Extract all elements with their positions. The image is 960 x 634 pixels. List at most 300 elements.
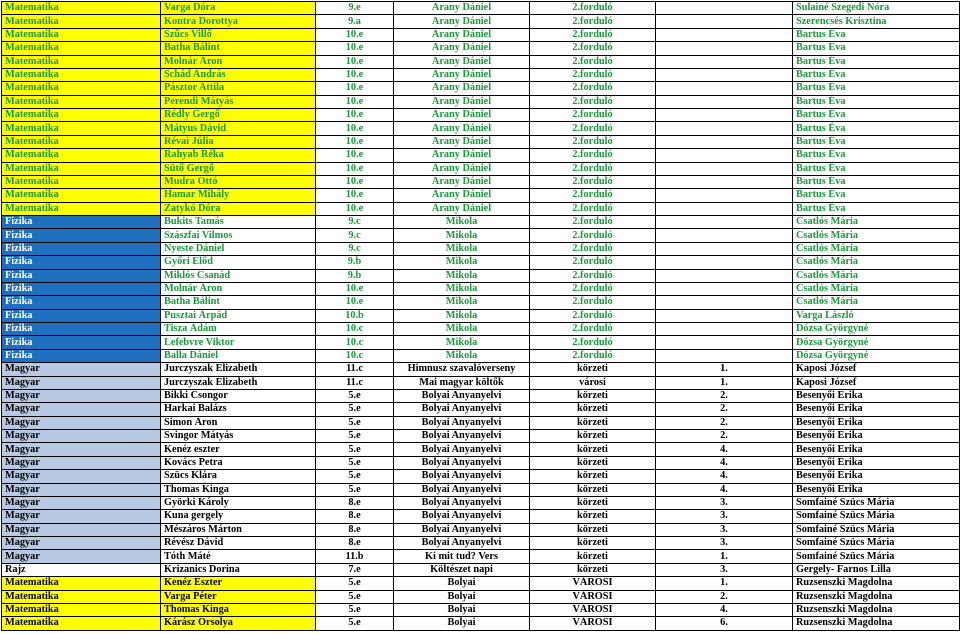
subject-cell: Fizika: [2, 309, 161, 322]
table-row: [2, 443, 960, 456]
competition-cell: Arany Dániel: [394, 109, 530, 122]
subject-cell: Matematika: [2, 95, 161, 108]
student-name-cell: Révai Júlia: [161, 135, 316, 148]
competition-cell: Bolyai Anyanyelvi: [394, 470, 530, 483]
class-cell: 10.e: [316, 42, 394, 55]
student-name-cell: Tisza Ádám: [161, 323, 316, 336]
student-name-cell: Mudra Ottó: [161, 175, 316, 188]
place-cell: 2.: [656, 416, 793, 429]
level-cell: 2.forduló: [530, 42, 656, 55]
place-cell: [656, 256, 793, 269]
place-cell: [656, 216, 793, 229]
student-name-cell: Jurczyszak Elizabeth: [161, 376, 316, 389]
student-name-cell: Batha Bálint: [161, 42, 316, 55]
table-row: [2, 563, 960, 576]
class-cell: 9.b: [316, 269, 394, 282]
competition-cell: Bolyai: [394, 617, 530, 630]
competition-cell: Bolyai: [394, 590, 530, 603]
competition-cell: Mikola: [394, 296, 530, 309]
class-cell: 5.e: [316, 470, 394, 483]
mentor-cell: Csatlós Mária: [793, 229, 960, 242]
student-name-cell: Batha Bálint: [161, 296, 316, 309]
place-cell: [656, 95, 793, 108]
mentor-cell: Besenyői Erika: [793, 470, 960, 483]
table-row: [2, 15, 960, 28]
mentor-cell: Bartus Éva: [793, 162, 960, 175]
competition-cell: Mikola: [394, 323, 530, 336]
subject-cell: Fizika: [2, 336, 161, 349]
level-cell: körzeti: [530, 443, 656, 456]
mentor-cell: Csatlós Mária: [793, 256, 960, 269]
competition-cell: Arany Dániel: [394, 202, 530, 215]
student-name-cell: Bukits Tamás: [161, 216, 316, 229]
mentor-cell: Bartus Éva: [793, 122, 960, 135]
class-cell: 7.e: [316, 563, 394, 576]
table-row: [2, 68, 960, 81]
competition-cell: Himnusz szavalóverseny: [394, 363, 530, 376]
level-cell: VÁROSI: [530, 590, 656, 603]
place-cell: 3.: [656, 523, 793, 536]
class-cell: 11.b: [316, 550, 394, 563]
subject-cell: Fizika: [2, 296, 161, 309]
mentor-cell: Besenyői Erika: [793, 443, 960, 456]
subject-cell: Matematika: [2, 189, 161, 202]
mentor-cell: Somfainé Szücs Mária: [793, 537, 960, 550]
class-cell: 5.e: [316, 416, 394, 429]
level-cell: körzeti: [530, 563, 656, 576]
student-name-cell: Svingor Mátyás: [161, 430, 316, 443]
competition-cell: Bolyai: [394, 603, 530, 616]
place-cell: [656, 282, 793, 295]
competition-cell: Bolyai Anyanyelvi: [394, 523, 530, 536]
competition-cell: Bolyai Anyanyelvi: [394, 389, 530, 402]
mentor-cell: Bartus Éva: [793, 82, 960, 95]
level-cell: 2.forduló: [530, 256, 656, 269]
class-cell: 5.e: [316, 577, 394, 590]
student-name-cell: Molnár Áron: [161, 55, 316, 68]
table-row: [2, 28, 960, 41]
level-cell: 2.forduló: [530, 28, 656, 41]
subject-cell: Matematika: [2, 109, 161, 122]
table-row: [2, 216, 960, 229]
mentor-cell: Somfainé Szücs Mária: [793, 523, 960, 536]
table-row: [2, 590, 960, 603]
student-name-cell: Schád András: [161, 68, 316, 81]
mentor-cell: Bartus Éva: [793, 189, 960, 202]
place-cell: [656, 349, 793, 362]
mentor-cell: Bartus Éva: [793, 109, 960, 122]
competition-cell: Arany Dániel: [394, 122, 530, 135]
table-row: [2, 82, 960, 95]
class-cell: 8.e: [316, 537, 394, 550]
competition-cell: Mikola: [394, 242, 530, 255]
student-name-cell: Kontra Dorottya: [161, 15, 316, 28]
competition-cell: Mikola: [394, 349, 530, 362]
table-row: [2, 242, 960, 255]
student-name-cell: Thomas Kinga: [161, 603, 316, 616]
place-cell: [656, 2, 793, 15]
place-cell: [656, 68, 793, 81]
place-cell: [656, 82, 793, 95]
level-cell: körzeti: [530, 483, 656, 496]
student-name-cell: Kenéz eszter: [161, 443, 316, 456]
level-cell: 2.forduló: [530, 68, 656, 81]
mentor-cell: Bartus Éva: [793, 202, 960, 215]
table-row: [2, 175, 960, 188]
place-cell: [656, 135, 793, 148]
student-name-cell: Mészáros Márton: [161, 523, 316, 536]
table-row: [2, 389, 960, 402]
mentor-cell: Bartus Éva: [793, 95, 960, 108]
place-cell: 3.: [656, 496, 793, 509]
subject-cell: Matematika: [2, 162, 161, 175]
subject-cell: Magyar: [2, 403, 161, 416]
level-cell: 2.forduló: [530, 242, 656, 255]
class-cell: 11.c: [316, 363, 394, 376]
class-cell: 5.e: [316, 443, 394, 456]
competition-cell: Mikola: [394, 256, 530, 269]
competition-cell: Mikola: [394, 216, 530, 229]
table-row: [2, 577, 960, 590]
subject-cell: Magyar: [2, 389, 161, 402]
student-name-cell: Lefebvre Viktor: [161, 336, 316, 349]
competition-cell: Arany Dániel: [394, 2, 530, 15]
subject-cell: Rajz: [2, 563, 161, 576]
place-cell: 1.: [656, 577, 793, 590]
subject-cell: Magyar: [2, 416, 161, 429]
mentor-cell: Somfainé Szücs Mária: [793, 496, 960, 509]
place-cell: 1.: [656, 363, 793, 376]
table-row: [2, 309, 960, 322]
subject-cell: Matematika: [2, 603, 161, 616]
level-cell: 2.forduló: [530, 229, 656, 242]
subject-cell: Magyar: [2, 537, 161, 550]
level-cell: körzeti: [530, 496, 656, 509]
place-cell: [656, 175, 793, 188]
student-name-cell: Pásztor Attila: [161, 82, 316, 95]
level-cell: 2.forduló: [530, 269, 656, 282]
place-cell: [656, 109, 793, 122]
mentor-cell: Csatlós Mária: [793, 282, 960, 295]
mentor-cell: Ruzsenszki Magdolna: [793, 577, 960, 590]
table-row: [2, 149, 960, 162]
mentor-cell: Csatlós Mária: [793, 242, 960, 255]
level-cell: körzeti: [530, 537, 656, 550]
class-cell: 10.e: [316, 82, 394, 95]
mentor-cell: Besenyői Erika: [793, 483, 960, 496]
table-row: [2, 456, 960, 469]
subject-cell: Magyar: [2, 430, 161, 443]
place-cell: 4.: [656, 603, 793, 616]
mentor-cell: Bartus Éva: [793, 55, 960, 68]
class-cell: 10.e: [316, 55, 394, 68]
mentor-cell: Kaposi József: [793, 363, 960, 376]
level-cell: 2.forduló: [530, 189, 656, 202]
competition-cell: Arany Dániel: [394, 68, 530, 81]
subject-cell: Fizika: [2, 229, 161, 242]
table-row: [2, 256, 960, 269]
class-cell: 10.e: [316, 175, 394, 188]
subject-cell: Matematika: [2, 122, 161, 135]
table-row: [2, 349, 960, 362]
place-cell: 4.: [656, 456, 793, 469]
student-name-cell: Krizanics Dorina: [161, 563, 316, 576]
table-row: [2, 269, 960, 282]
class-cell: 10.e: [316, 109, 394, 122]
student-name-cell: Kovács Petra: [161, 456, 316, 469]
level-cell: 2.forduló: [530, 149, 656, 162]
level-cell: 2.forduló: [530, 162, 656, 175]
mentor-cell: Somfainé Szücs Mária: [793, 510, 960, 523]
student-name-cell: Rédly Gergő: [161, 109, 316, 122]
class-cell: 9.c: [316, 242, 394, 255]
class-cell: 5.e: [316, 430, 394, 443]
student-name-cell: Varga Péter: [161, 590, 316, 603]
subject-cell: Matematika: [2, 55, 161, 68]
level-cell: 2.forduló: [530, 323, 656, 336]
table-row: [2, 109, 960, 122]
competition-cell: Arany Dániel: [394, 175, 530, 188]
mentor-cell: Szerencsés Krisztina: [793, 15, 960, 28]
competition-cell: Arany Dániel: [394, 28, 530, 41]
class-cell: 8.e: [316, 510, 394, 523]
subject-cell: Matematika: [2, 175, 161, 188]
student-name-cell: Bikki Csongor: [161, 389, 316, 402]
student-name-cell: Harkai Balázs: [161, 403, 316, 416]
class-cell: 9.c: [316, 229, 394, 242]
student-name-cell: Győri Előd: [161, 256, 316, 269]
table-row: [2, 202, 960, 215]
subject-cell: Matematika: [2, 28, 161, 41]
class-cell: 5.e: [316, 456, 394, 469]
subject-cell: Matematika: [2, 590, 161, 603]
student-name-cell: Szűcs Villő: [161, 28, 316, 41]
student-name-cell: Szücs Klára: [161, 470, 316, 483]
results-table: [1, 1, 960, 631]
mentor-cell: Bartus Éva: [793, 149, 960, 162]
subject-cell: Matematika: [2, 82, 161, 95]
level-cell: VÁROSI: [530, 577, 656, 590]
competition-cell: Költészet napi: [394, 563, 530, 576]
subject-cell: Matematika: [2, 2, 161, 15]
level-cell: 2.forduló: [530, 202, 656, 215]
table-row: [2, 189, 960, 202]
table-row: [2, 403, 960, 416]
competition-cell: Arany Dániel: [394, 15, 530, 28]
mentor-cell: Csatlós Mária: [793, 296, 960, 309]
table-row: [2, 135, 960, 148]
level-cell: körzeti: [530, 456, 656, 469]
student-name-cell: Mátyus Dávid: [161, 122, 316, 135]
class-cell: 10.e: [316, 189, 394, 202]
student-name-cell: Thomas Kinga: [161, 483, 316, 496]
class-cell: 8.e: [316, 523, 394, 536]
competition-cell: Mikola: [394, 309, 530, 322]
table-row: [2, 376, 960, 389]
table-row: [2, 496, 960, 509]
level-cell: 2.forduló: [530, 282, 656, 295]
mentor-cell: Besenyői Erika: [793, 389, 960, 402]
level-cell: körzeti: [530, 470, 656, 483]
level-cell: 2.forduló: [530, 95, 656, 108]
level-cell: 2.forduló: [530, 216, 656, 229]
mentor-cell: Somfainé Szücs Mária: [793, 550, 960, 563]
competition-cell: Arany Dániel: [394, 42, 530, 55]
table-row: [2, 603, 960, 616]
table-row: [2, 229, 960, 242]
table-row: [2, 430, 960, 443]
student-name-cell: Révész Dávid: [161, 537, 316, 550]
place-cell: 1.: [656, 376, 793, 389]
place-cell: 6.: [656, 617, 793, 630]
subject-cell: Matematika: [2, 135, 161, 148]
place-cell: [656, 309, 793, 322]
level-cell: körzeti: [530, 363, 656, 376]
mentor-cell: Varga László: [793, 309, 960, 322]
competition-cell: Bolyai: [394, 577, 530, 590]
competition-cell: Bolyai Anyanyelvi: [394, 510, 530, 523]
mentor-cell: Csatlós Mária: [793, 216, 960, 229]
mentor-cell: Ruzsenszki Magdolna: [793, 617, 960, 630]
mentor-cell: Dózsa Györgyné: [793, 323, 960, 336]
level-cell: körzeti: [530, 403, 656, 416]
subject-cell: Fizika: [2, 216, 161, 229]
subject-cell: Magyar: [2, 376, 161, 389]
mentor-cell: Bartus Éva: [793, 175, 960, 188]
competition-cell: Arany Dániel: [394, 95, 530, 108]
competition-cell: Mikola: [394, 269, 530, 282]
place-cell: 4.: [656, 470, 793, 483]
student-name-cell: Kuna gergely: [161, 510, 316, 523]
mentor-cell: Besenyői Erika: [793, 403, 960, 416]
table-row: [2, 550, 960, 563]
class-cell: 9.a: [316, 15, 394, 28]
place-cell: [656, 15, 793, 28]
class-cell: 8.e: [316, 496, 394, 509]
competition-cell: Mikola: [394, 282, 530, 295]
table-row: [2, 42, 960, 55]
class-cell: 10.e: [316, 296, 394, 309]
place-cell: [656, 242, 793, 255]
competition-cell: Ki mit tud? Vers: [394, 550, 530, 563]
subject-cell: Matematika: [2, 617, 161, 630]
table-row: [2, 282, 960, 295]
competition-cell: Bolyai Anyanyelvi: [394, 416, 530, 429]
subject-cell: Matematika: [2, 577, 161, 590]
place-cell: [656, 149, 793, 162]
level-cell: körzeti: [530, 510, 656, 523]
table-row: [2, 483, 960, 496]
class-cell: 9.e: [316, 2, 394, 15]
student-name-cell: Miklós Csanád: [161, 269, 316, 282]
student-name-cell: Perendi Mátyás: [161, 95, 316, 108]
class-cell: 10.e: [316, 68, 394, 81]
table-row: [2, 523, 960, 536]
table-row: [2, 416, 960, 429]
place-cell: [656, 323, 793, 336]
place-cell: [656, 229, 793, 242]
subject-cell: Fizika: [2, 323, 161, 336]
results-table-body: [2, 2, 960, 631]
table-row: [2, 510, 960, 523]
class-cell: 9.b: [316, 256, 394, 269]
class-cell: 5.e: [316, 617, 394, 630]
place-cell: [656, 269, 793, 282]
level-cell: városi: [530, 376, 656, 389]
subject-cell: Magyar: [2, 523, 161, 536]
table-row: [2, 323, 960, 336]
competition-cell: Bolyai Anyanyelvi: [394, 443, 530, 456]
mentor-cell: Besenyői Erika: [793, 430, 960, 443]
student-name-cell: Tóth Máté: [161, 550, 316, 563]
place-cell: [656, 122, 793, 135]
competition-cell: Mai magyar költők: [394, 376, 530, 389]
class-cell: 10.c: [316, 323, 394, 336]
student-name-cell: Hamar Mihály: [161, 189, 316, 202]
student-name-cell: Jurczyszak Elizabeth: [161, 363, 316, 376]
level-cell: 2.forduló: [530, 175, 656, 188]
place-cell: [656, 28, 793, 41]
level-cell: körzeti: [530, 416, 656, 429]
level-cell: körzeti: [530, 550, 656, 563]
table-row: [2, 55, 960, 68]
place-cell: 2.: [656, 403, 793, 416]
table-row: [2, 296, 960, 309]
place-cell: 1.: [656, 550, 793, 563]
place-cell: 3.: [656, 537, 793, 550]
competition-cell: Arany Dániel: [394, 82, 530, 95]
class-cell: 5.e: [316, 389, 394, 402]
student-name-cell: Simon Áron: [161, 416, 316, 429]
place-cell: 4.: [656, 483, 793, 496]
subject-cell: Matematika: [2, 15, 161, 28]
level-cell: körzeti: [530, 523, 656, 536]
mentor-cell: Dózsa Györgyné: [793, 336, 960, 349]
mentor-cell: Bartus Éva: [793, 42, 960, 55]
class-cell: 10.c: [316, 336, 394, 349]
subject-cell: Magyar: [2, 510, 161, 523]
class-cell: 10.e: [316, 122, 394, 135]
place-cell: [656, 202, 793, 215]
place-cell: 3.: [656, 563, 793, 576]
level-cell: 2.forduló: [530, 2, 656, 15]
mentor-cell: Dózsa Györgyné: [793, 349, 960, 362]
table-row: [2, 336, 960, 349]
table-row: [2, 95, 960, 108]
mentor-cell: Csatlós Mária: [793, 269, 960, 282]
class-cell: 5.e: [316, 483, 394, 496]
student-name-cell: Rahyab Réka: [161, 149, 316, 162]
class-cell: 5.e: [316, 590, 394, 603]
class-cell: 10.b: [316, 309, 394, 322]
subject-cell: Magyar: [2, 363, 161, 376]
subject-cell: Fizika: [2, 256, 161, 269]
subject-cell: Matematika: [2, 68, 161, 81]
class-cell: 10.e: [316, 202, 394, 215]
table-row: [2, 617, 960, 630]
student-name-cell: Szászfai Vilmos: [161, 229, 316, 242]
competition-cell: Arany Dániel: [394, 55, 530, 68]
level-cell: körzeti: [530, 389, 656, 402]
table-row: [2, 470, 960, 483]
student-name-cell: Zatykó Dóra: [161, 202, 316, 215]
competition-cell: Arany Dániel: [394, 149, 530, 162]
subject-cell: Fizika: [2, 349, 161, 362]
class-cell: 10.e: [316, 149, 394, 162]
mentor-cell: Bartus Éva: [793, 28, 960, 41]
level-cell: 2.forduló: [530, 82, 656, 95]
place-cell: 2.: [656, 389, 793, 402]
